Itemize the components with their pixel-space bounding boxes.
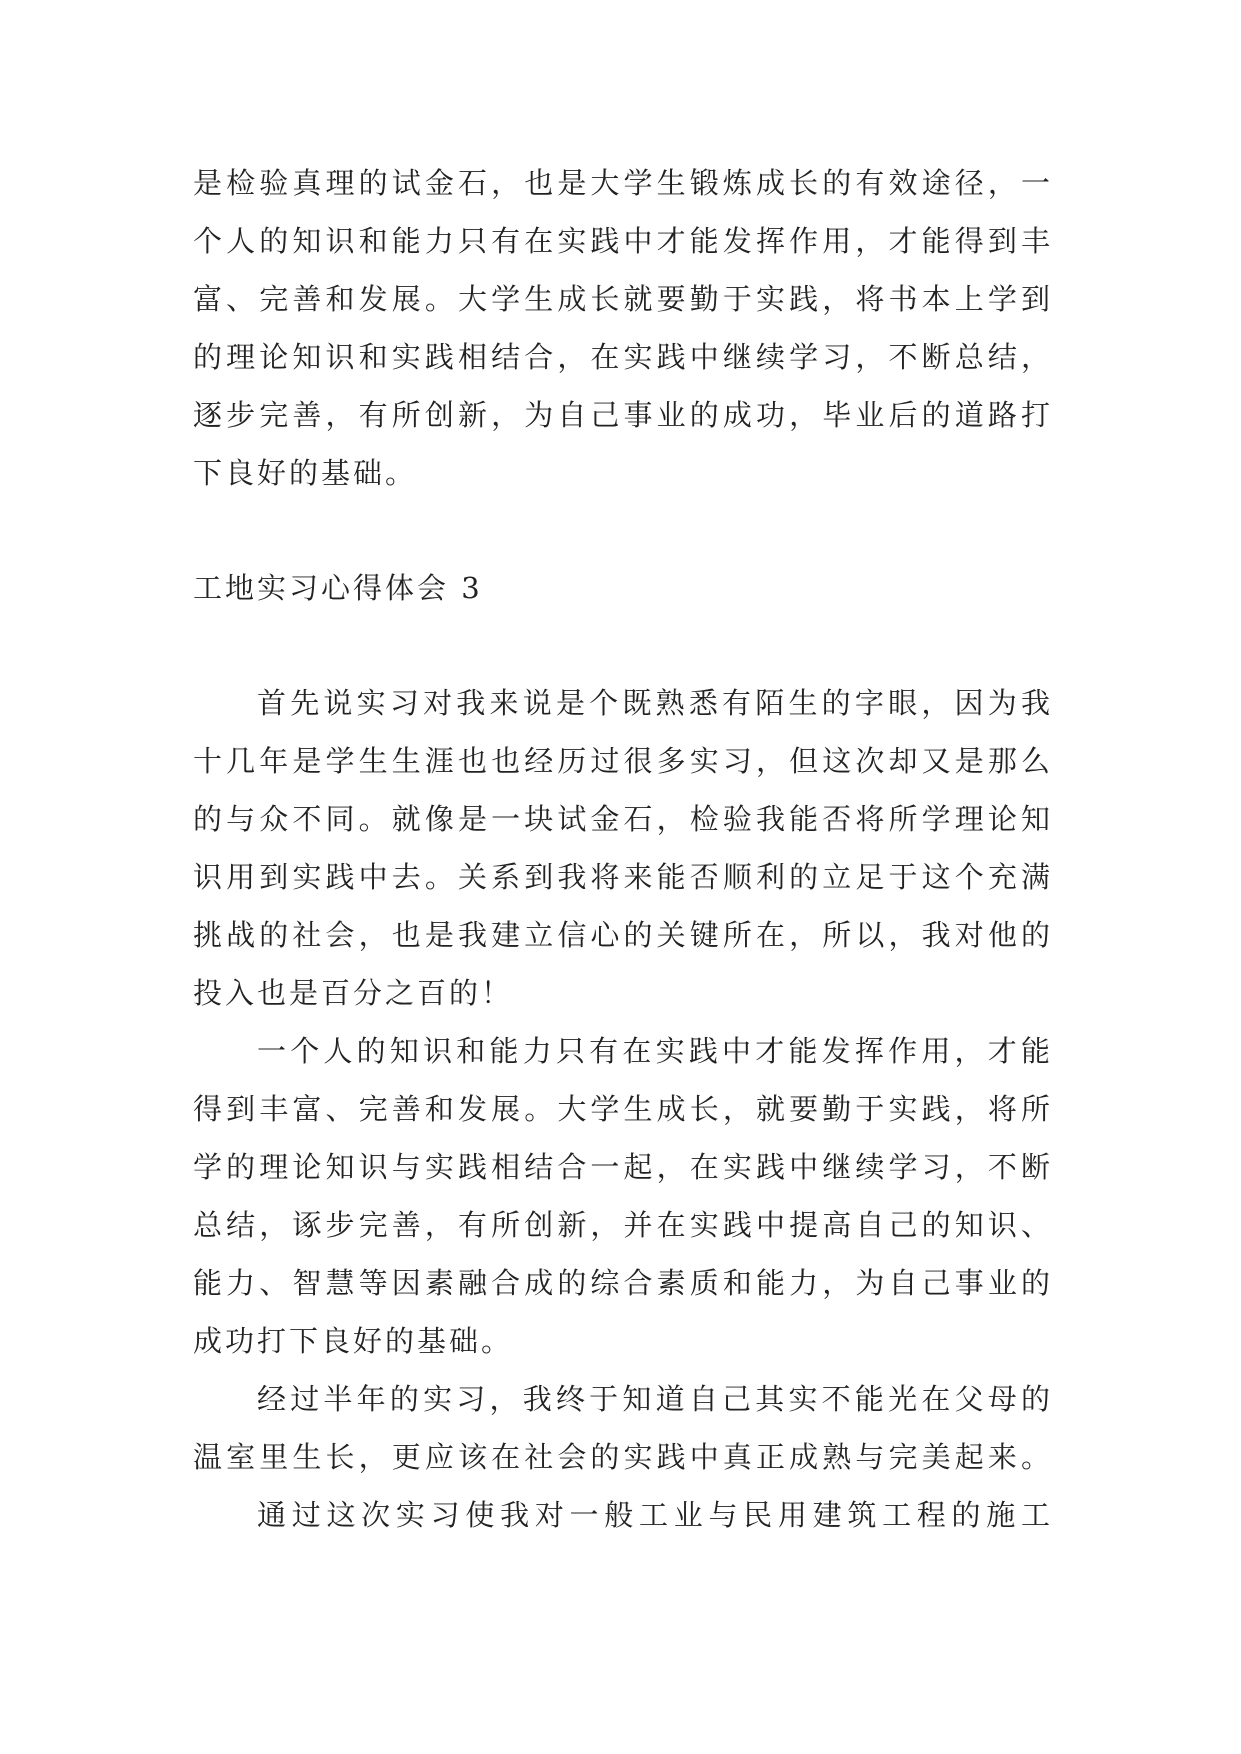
text-line: 经过半年的实习，我终于知道自己其实不能光在父母的 <box>257 1382 1053 1416</box>
text-line: 的理论知识和实践相结合，在实践中继续学习，不断总结， <box>193 340 1053 374</box>
text-line: 富、完善和发展。大学生成长就要勤于实践，将书本上学到 <box>193 282 1053 316</box>
text-line: 个人的知识和能力只有在实践中才能发挥作用，才能得到丰 <box>193 224 1053 258</box>
paragraph-4 <box>193 1486 1053 1544</box>
text-line: 得到丰富、完善和发展。大学生成长，就要勤于实践，将所 <box>193 1092 1053 1126</box>
text-line: 挑战的社会，也是我建立信心的关键所在，所以，我对他的 <box>193 918 1053 952</box>
text-line: 成功打下良好的基础。 <box>193 1324 514 1358</box>
text-line: 总结，诼步完善，有所创新，并在实践中提高自己的知识、 <box>193 1208 1053 1242</box>
text-line: 学的理论知识与实践相结合一起，在实践中继续学习，不断 <box>193 1150 1053 1184</box>
text-line: 的与众不同。就像是一块试金石，检验我能否将所学理论知 <box>193 802 1053 836</box>
text-line: 十几年是学生生涯也也经历过很多实习，但这次却又是那么 <box>193 744 1053 778</box>
text-line: 能力、智慧等因素融合成的综合素质和能力，为自己事业的 <box>193 1266 1053 1300</box>
text-line: 是检验真理的试金石，也是大学生锻炼成长的有效途径，一 <box>193 166 1053 200</box>
text-line: 一个人的知识和能力只有在实践中才能发挥作用，才能 <box>257 1034 1053 1068</box>
text-line: 温室里生长，更应该在社会的实践中真正成熟与完美起来。 <box>193 1440 1053 1474</box>
text-line: 逐步完善，有所创新，为自己事业的成功，毕业后的道路打 <box>193 398 1053 432</box>
text-line: 通过这次实习使我对一般工业与民用建筑工程的施工 <box>257 1498 1053 1532</box>
continuation-paragraph <box>193 154 1053 502</box>
text-line: 首先说实习对我来说是个既熟悉有陌生的字眼，因为我 <box>257 686 1053 720</box>
paragraph-1 <box>193 674 1053 1022</box>
document-body <box>193 154 1053 1544</box>
section-title: 工地实习心得体会 3 <box>193 571 483 605</box>
paragraph-2 <box>193 1022 1053 1370</box>
text-line: 投入也是百分之百的！ <box>193 976 514 1010</box>
text-line: 识用到实践中去。关系到我将来能否顺利的立足于这个充满 <box>193 860 1053 894</box>
text-line: 下良好的基础。 <box>193 456 418 490</box>
paragraph-3 <box>193 1370 1053 1486</box>
